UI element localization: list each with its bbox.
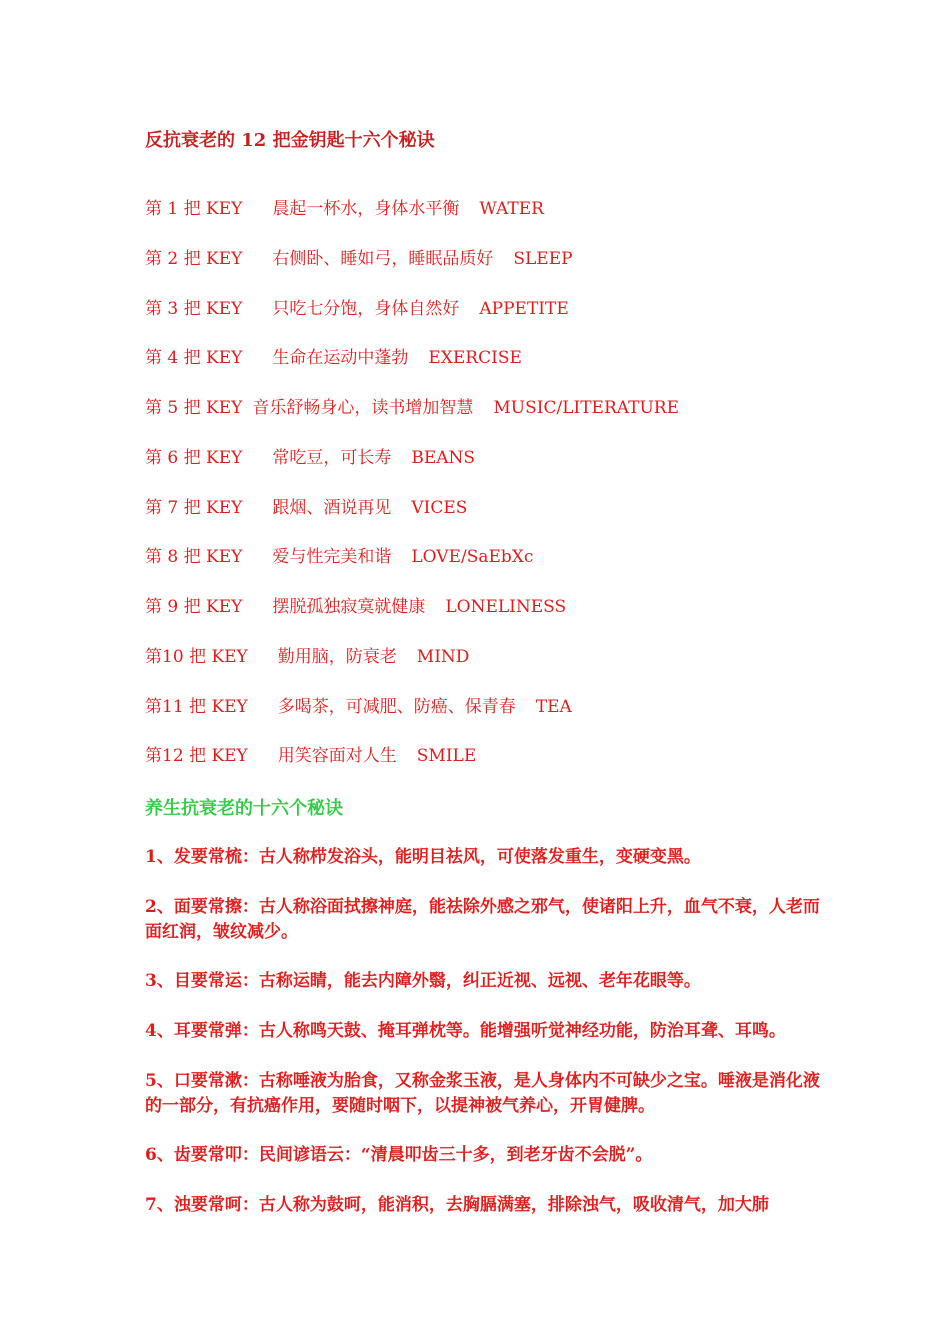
key-text: 跟烟、酒说再见 bbox=[272, 498, 392, 518]
key-english: MUSIC/LITERATURE bbox=[493, 398, 679, 418]
key-label: 第 9 把 KEY bbox=[145, 597, 243, 617]
key-label: 第12 把 KEY bbox=[145, 746, 248, 766]
key-text: 常吃豆，可长寿 bbox=[272, 448, 392, 468]
key-label: 第11 把 KEY bbox=[145, 697, 248, 717]
key-text: 爱与性完美和谐 bbox=[272, 547, 392, 567]
key-label: 第 7 把 KEY bbox=[145, 498, 243, 518]
key-item-8 bbox=[145, 546, 533, 568]
key-label: 第 1 把 KEY bbox=[145, 199, 243, 219]
key-item-11 bbox=[145, 696, 572, 718]
tip-item-3: 3、目要常运：古称运睛，能去内障外翳，纠正近视、远视、老年花眼等。 bbox=[145, 971, 701, 991]
key-english: SLEEP bbox=[513, 249, 573, 269]
tip-item-5: 5、口要常漱：古称唾液为胎食，又称金浆玉液，是人身体内不可缺少之宝。唾液是消化液的一部分，有抗癌作用，要随时咽下，以提神被气养心，开胃健脾。 bbox=[145, 1071, 820, 1116]
key-label: 第 5 把 KEY bbox=[145, 398, 243, 418]
key-text: 右侧卧、睡如弓，睡眠品质好 bbox=[272, 249, 494, 269]
key-label: 第10 把 KEY bbox=[145, 647, 248, 667]
section-title: 养生抗衰老的十六个秘诀 bbox=[145, 798, 343, 819]
key-text: 生命在运动中蓬勃 bbox=[272, 348, 409, 368]
key-english: VICES bbox=[411, 498, 468, 518]
key-text: 勤用脑，防衰老 bbox=[277, 647, 397, 667]
tip-item-6: 6、齿要常叩：民间谚语云：“清晨叩齿三十多，到老牙齿不会脱”。 bbox=[145, 1145, 653, 1165]
key-item-9 bbox=[145, 596, 566, 618]
key-english: APPETITE bbox=[479, 299, 569, 319]
key-item-2 bbox=[145, 248, 573, 270]
key-label: 第 6 把 KEY bbox=[145, 448, 243, 468]
key-item-7 bbox=[145, 497, 467, 519]
tip-item-7: 7、浊要常呵：古人称为鼓呵，能消积，去胸膈满塞，排除浊气，吸收清气，加大肺 bbox=[145, 1195, 769, 1215]
key-english: TEA bbox=[535, 697, 572, 717]
tip-item-2: 2、面要常擦：古人称浴面拭擦神庭，能祛除外感之邪气，使诸阳上升，血气不衰，人老而面红润，皱纹减少。 bbox=[145, 897, 820, 942]
key-text: 只吃七分饱，身体自然好 bbox=[272, 299, 460, 319]
key-text: 用笑容面对人生 bbox=[277, 746, 397, 766]
key-item-10 bbox=[145, 646, 469, 668]
key-text: 音乐舒畅身心，读书增加智慧 bbox=[252, 398, 474, 418]
key-item-4 bbox=[145, 347, 522, 369]
key-text: 摆脱孤独寂寞就健康 bbox=[272, 597, 426, 617]
key-english: SMILE bbox=[416, 746, 477, 766]
key-item-3 bbox=[145, 298, 569, 320]
key-english: WATER bbox=[479, 199, 544, 219]
key-english: BEANS bbox=[411, 448, 476, 468]
key-label: 第 8 把 KEY bbox=[145, 547, 243, 567]
key-english: EXERCISE bbox=[428, 348, 522, 368]
key-item-12 bbox=[145, 745, 476, 767]
key-text: 晨起一杯水，身体水平衡 bbox=[272, 199, 460, 219]
key-item-1 bbox=[145, 198, 544, 220]
key-label: 第 3 把 KEY bbox=[145, 299, 243, 319]
tip-item-1: 1、发要常梳：古人称栉发浴头，能明目祛风，可使落发重生，变硬变黑。 bbox=[145, 847, 701, 867]
key-label: 第 4 把 KEY bbox=[145, 348, 243, 368]
tip-item-4: 4、耳要常弹：古人称鸣天鼓、掩耳弹枕等。能增强听觉神经功能，防治耳聋、耳鸣。 bbox=[145, 1021, 786, 1041]
key-english: MIND bbox=[416, 647, 470, 667]
key-english: LONELINESS bbox=[445, 597, 567, 617]
key-label: 第 2 把 KEY bbox=[145, 249, 243, 269]
key-english: LOVE/SaEbXc bbox=[411, 547, 534, 567]
key-item-6 bbox=[145, 447, 475, 469]
key-item-5 bbox=[145, 397, 679, 419]
document-title: 反抗衰老的 12 把金钥匙十六个秘诀 bbox=[145, 130, 435, 151]
key-text: 多喝茶，可减肥、防癌、保青春 bbox=[277, 697, 516, 717]
